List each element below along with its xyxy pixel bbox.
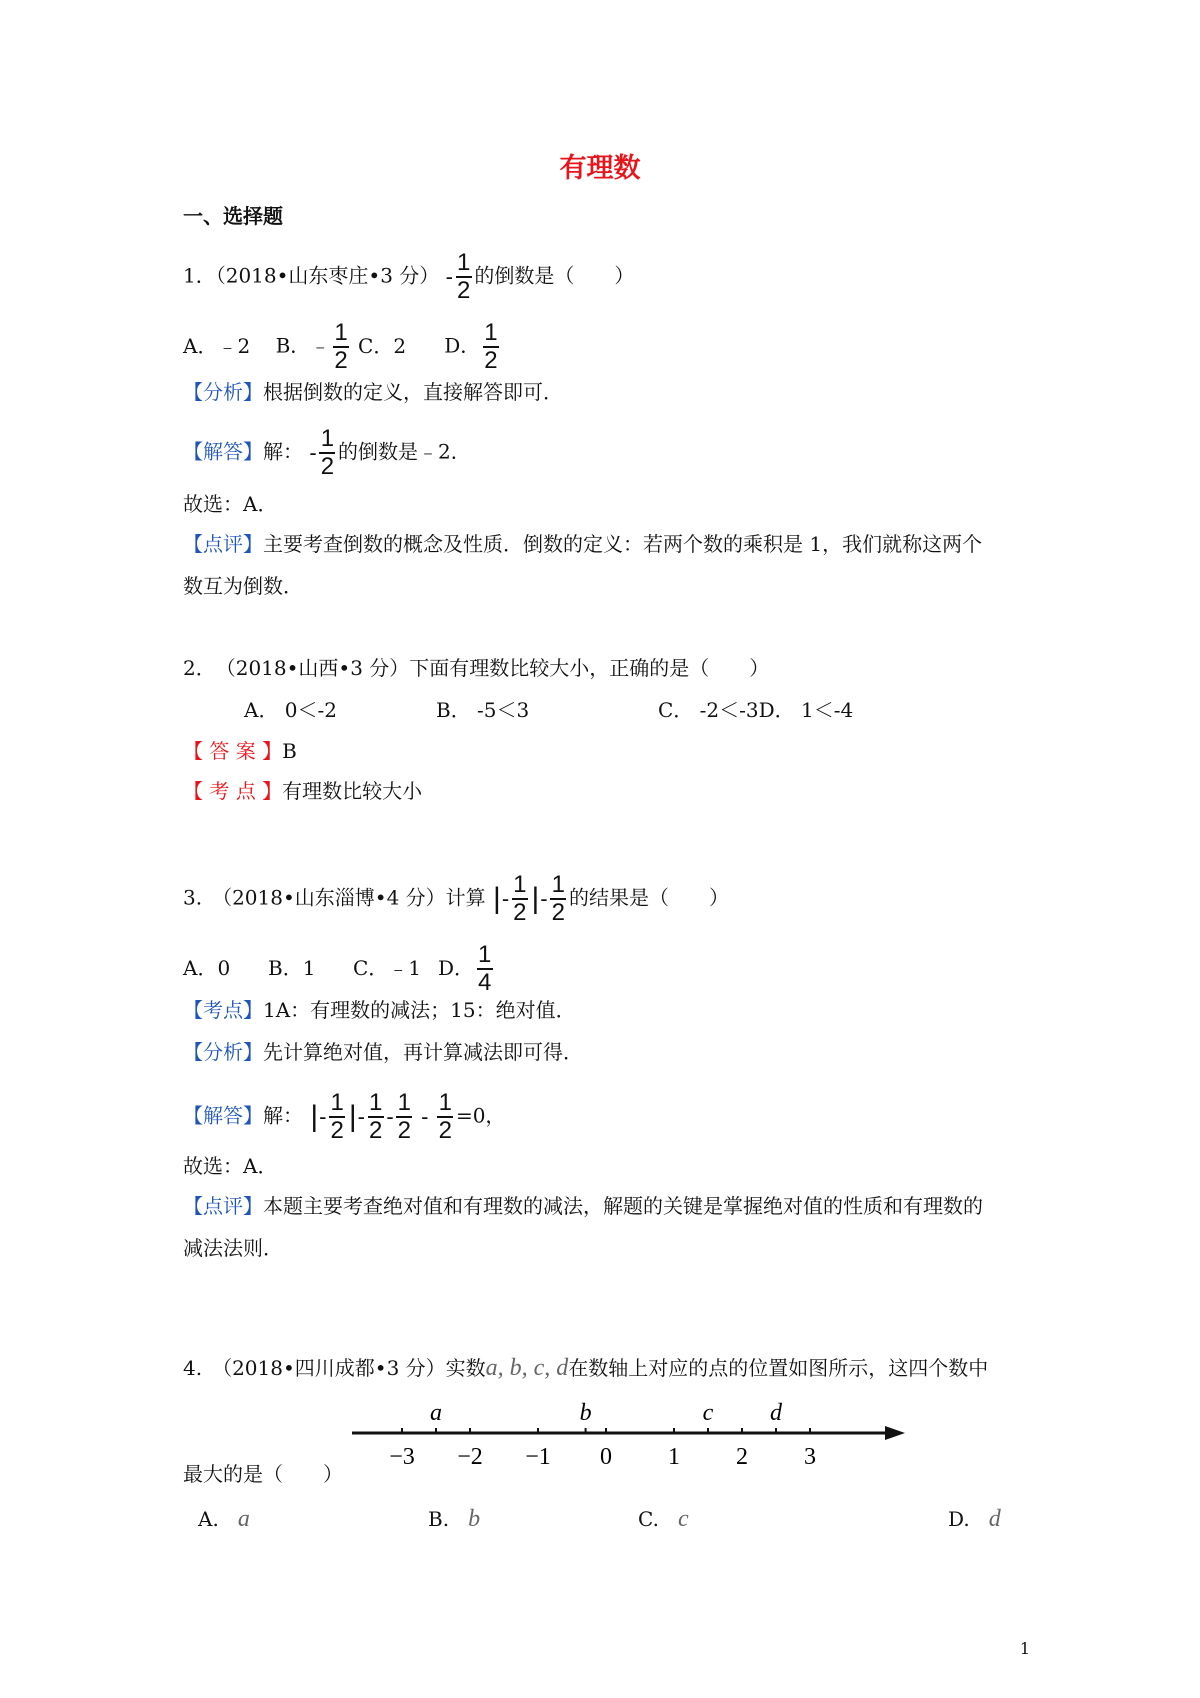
fraction-half: $\frac{1}{2}$ (457, 249, 471, 304)
q3-comment: 【点评】本题主要考查绝对值和有理数的减法，解题的关键是掌握绝对值的性质和有理数的 (183, 1194, 983, 1218)
q3-option-c: C．﹣1 (353, 955, 422, 980)
question-1-options (183, 320, 502, 374)
q4-option-d: D. d (948, 1506, 1001, 1532)
q2-point: 【 考 点 】有理数比较大小 (183, 779, 423, 803)
q1-comment-cont: 数互为倒数． (183, 574, 303, 598)
q3-option-d: D． $\frac{1}{4}$ (438, 941, 492, 996)
question-2-options (244, 696, 853, 724)
q1-answer: 【解答】解： - $\frac{1}{2}$ 的倒数是﹣2． (183, 425, 471, 480)
q4-vars: a, b, c, d (485, 1355, 569, 1381)
question-2-stem: 2． （2018•山西•3 分）下面有理数比较大小，正确的是（ ） (183, 656, 770, 680)
q2-option-c: C． -2＜-3D． 1＜-4 (658, 698, 854, 722)
q2-option-a: A． 0＜-2 (244, 698, 338, 722)
question-4-stem: 4. （2018•四川成都•3 分）实数a, b, c, d在数轴上对应的点的位置如图所示，这四个数中 (183, 1355, 989, 1381)
q1-analysis: 【分析】根据倒数的定义，直接解答即可． (183, 380, 563, 404)
axis-tick-label: −2 (457, 1444, 483, 1470)
q3-point: 【考点】1A：有理数的减法；15：绝对值． (183, 998, 576, 1022)
axis-tick-label: 2 (736, 1444, 748, 1470)
q3-option-a: A．0 (183, 955, 231, 980)
axis-tick-label: 1 (668, 1444, 680, 1470)
axis-tick-label: −3 (389, 1444, 415, 1470)
page-title: 有理数 (559, 153, 641, 184)
axis-tick-label: 3 (804, 1444, 816, 1470)
arrow-right-icon (885, 1426, 905, 1440)
q1-option-c: C．2 (358, 333, 407, 358)
q4-option-b: B. b (428, 1506, 481, 1532)
q3-answer: 【解答】解： |- $\frac{1}{2}$ |- $\frac{1}{2}$ - $\frac{1}{2}$ - $\frac{1}{2}$ =0， (183, 1089, 506, 1144)
number-line (350, 1398, 910, 1478)
axis-tick-label: −1 (525, 1444, 551, 1470)
point-label-d: d (770, 1400, 782, 1426)
q3-analysis: 【分析】先计算绝对值，再计算减法即可得． (183, 1040, 583, 1064)
section-heading: 一、选择题 (183, 204, 283, 228)
q2-option-b: B． -5＜3 (436, 698, 530, 722)
q2-answer: 【 答 案 】B (183, 739, 297, 763)
question-4-stem-cont: 最大的是（ ） (183, 1462, 343, 1486)
q4-option-c: C. c (638, 1506, 689, 1532)
point-label-b: b (579, 1400, 592, 1426)
page-number: 1 (1019, 1639, 1030, 1658)
point-label-a: a (430, 1400, 442, 1426)
q4-option-a: A. a (198, 1506, 250, 1532)
q1-option-d: D． $\frac{1}{2}$ (444, 319, 498, 374)
q1-option-b: B．﹣ $\frac{1}{2}$ (275, 319, 348, 374)
question-1-stem: 1．（2018•山东枣庄•3 分） - $\frac{1}{2}$ 的倒数是（ ） (183, 249, 635, 304)
question-3-stem: 3. （2018•山东淄博•4 分）计算 |- $\frac{1}{2}$ |- $\frac{1}{2}$ 的结果是（ ） (183, 871, 729, 926)
axis-tick-label: 0 (600, 1444, 612, 1470)
q1-comment: 【点评】主要考查倒数的概念及性质．倒数的定义：若两个数的乘积是 1，我们就称这两个 (183, 532, 983, 556)
question-4-options (198, 1505, 1001, 1533)
q3-option-b: B．1 (268, 955, 316, 980)
question-3-options (183, 942, 495, 996)
q1-choose: 故选：A． (183, 492, 278, 516)
q3-comment-cont: 减法法则． (183, 1236, 283, 1260)
point-label-c: c (702, 1400, 714, 1426)
q1-option-a: A．﹣2 (183, 333, 251, 358)
q3-choose: 故选：A． (183, 1154, 278, 1178)
